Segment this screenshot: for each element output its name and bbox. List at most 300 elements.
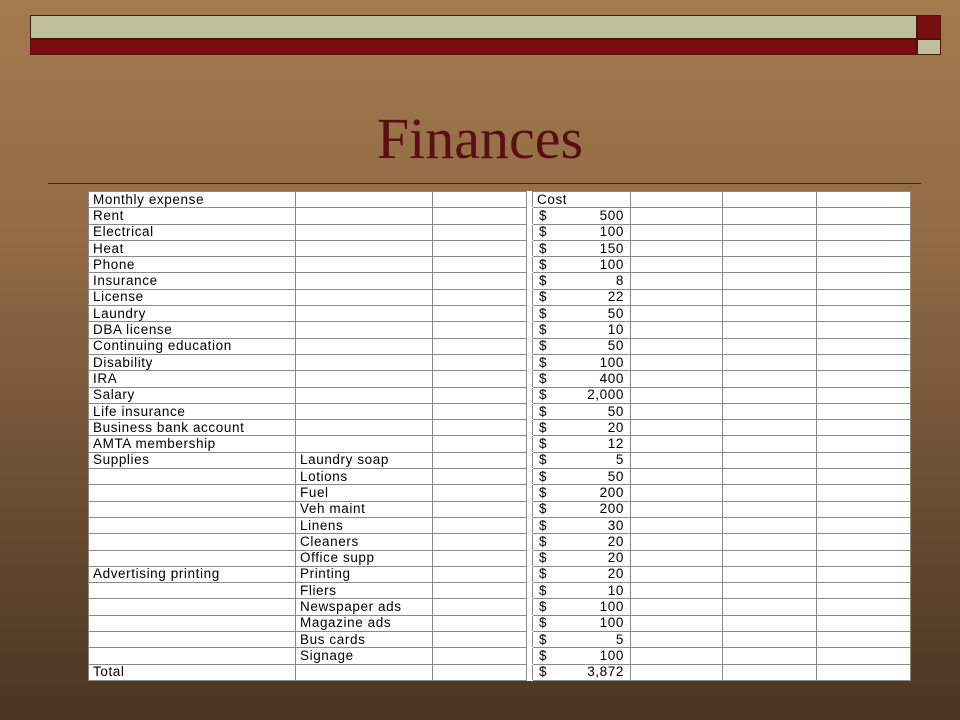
blank-cell xyxy=(433,338,527,354)
blank-cell xyxy=(817,240,911,256)
blank-cell xyxy=(723,648,817,664)
expense-cell: Supplies xyxy=(89,452,296,468)
blank-cell xyxy=(817,338,911,354)
blank-cell xyxy=(631,566,723,582)
expense-cell: License xyxy=(89,289,296,305)
currency-symbol: $ xyxy=(539,582,548,598)
blank-cell xyxy=(817,452,911,468)
table-row xyxy=(89,550,911,566)
blank-cell xyxy=(723,371,817,387)
table-row xyxy=(89,240,911,256)
blank-cell xyxy=(631,240,723,256)
item-cell xyxy=(296,371,433,387)
blank-cell xyxy=(631,273,723,289)
blank-cell xyxy=(817,501,911,517)
blank-cell xyxy=(631,403,723,419)
cost-value: 5 xyxy=(615,631,624,647)
currency-symbol: $ xyxy=(539,566,548,582)
cost-value: 100 xyxy=(599,224,624,240)
blank-cell xyxy=(433,371,527,387)
currency-symbol: $ xyxy=(539,533,548,549)
cost-cell xyxy=(533,664,631,680)
currency-symbol: $ xyxy=(539,387,548,403)
table-row xyxy=(89,648,911,664)
cost-cell xyxy=(533,420,631,436)
item-cell xyxy=(296,403,433,419)
blank-cell xyxy=(433,289,527,305)
expense-cell: IRA xyxy=(89,371,296,387)
item-cell xyxy=(296,306,433,322)
item-cell: Newspaper ads xyxy=(296,599,433,615)
cost-value: 20 xyxy=(607,550,624,566)
currency-symbol: $ xyxy=(539,370,548,386)
blank-cell xyxy=(723,420,817,436)
blank-cell xyxy=(723,566,817,582)
blank-cell xyxy=(723,501,817,517)
cost-cell xyxy=(533,517,631,533)
table-row xyxy=(89,257,911,273)
expense-cell: Laundry xyxy=(89,306,296,322)
expense-cell xyxy=(89,615,296,631)
cost-cell xyxy=(533,485,631,501)
cost-value: 30 xyxy=(607,517,624,533)
blank-cell xyxy=(723,615,817,631)
cost-value: 8 xyxy=(615,273,624,289)
blank-cell xyxy=(817,322,911,338)
expense-cell: AMTA membership xyxy=(89,436,296,452)
cost-cell xyxy=(533,224,631,240)
cost-cell xyxy=(533,289,631,305)
cost-value: 12 xyxy=(607,436,624,452)
table-row xyxy=(89,306,911,322)
blank-cell xyxy=(723,469,817,485)
blank-cell xyxy=(817,648,911,664)
currency-symbol: $ xyxy=(539,468,548,484)
cost-cell xyxy=(533,371,631,387)
table-row xyxy=(89,664,911,680)
header-blank xyxy=(723,192,817,208)
cost-value: 200 xyxy=(599,501,624,517)
table-row xyxy=(89,403,911,419)
blank-cell xyxy=(433,306,527,322)
expense-cell: Rent xyxy=(89,208,296,224)
cost-cell xyxy=(533,501,631,517)
cost-cell xyxy=(533,599,631,615)
currency-symbol: $ xyxy=(539,322,548,338)
cost-value: 500 xyxy=(599,207,624,223)
blank-cell xyxy=(723,322,817,338)
table-row xyxy=(89,517,911,533)
blank-cell xyxy=(723,403,817,419)
expense-cell xyxy=(89,485,296,501)
blank-cell xyxy=(817,224,911,240)
cost-value: 20 xyxy=(607,533,624,549)
blank-cell xyxy=(817,534,911,550)
currency-symbol: $ xyxy=(539,436,548,452)
blank-cell xyxy=(433,224,527,240)
blank-cell xyxy=(631,306,723,322)
cost-cell xyxy=(533,273,631,289)
cost-cell xyxy=(533,452,631,468)
item-cell: Office supp xyxy=(296,550,433,566)
table-row xyxy=(89,534,911,550)
item-cell xyxy=(296,289,433,305)
cost-value: 10 xyxy=(607,582,624,598)
table-row xyxy=(89,371,911,387)
item-cell: Signage xyxy=(296,648,433,664)
blank-cell xyxy=(723,583,817,599)
blank-cell xyxy=(433,469,527,485)
blank-cell xyxy=(433,403,527,419)
expense-cell xyxy=(89,599,296,615)
blank-cell xyxy=(817,485,911,501)
cost-cell xyxy=(533,534,631,550)
blank-cell xyxy=(631,387,723,403)
blank-cell xyxy=(433,273,527,289)
item-cell xyxy=(296,354,433,370)
table-row xyxy=(89,632,911,648)
expense-cell: Life insurance xyxy=(89,403,296,419)
blank-cell xyxy=(817,289,911,305)
blank-cell xyxy=(817,615,911,631)
cost-cell xyxy=(533,615,631,631)
cost-cell xyxy=(533,354,631,370)
blank-cell xyxy=(631,420,723,436)
cost-value: 3,872 xyxy=(587,664,624,680)
cost-value: 200 xyxy=(599,484,624,500)
expense-cell: Electrical xyxy=(89,224,296,240)
expense-cell: Salary xyxy=(89,387,296,403)
cost-value: 22 xyxy=(607,289,624,305)
currency-symbol: $ xyxy=(539,207,548,223)
cost-cell xyxy=(533,387,631,403)
blank-cell xyxy=(433,420,527,436)
blank-cell xyxy=(817,583,911,599)
currency-symbol: $ xyxy=(539,403,548,419)
cost-cell xyxy=(533,338,631,354)
blank-cell xyxy=(817,403,911,419)
cost-cell xyxy=(533,208,631,224)
blank-cell xyxy=(723,306,817,322)
blank-cell xyxy=(631,550,723,566)
currency-symbol: $ xyxy=(539,224,548,240)
cost-value: 10 xyxy=(607,322,624,338)
item-cell xyxy=(296,387,433,403)
header-blank xyxy=(433,192,527,208)
currency-symbol: $ xyxy=(539,338,548,354)
blank-cell xyxy=(433,387,527,403)
blank-cell xyxy=(723,338,817,354)
expense-cell xyxy=(89,534,296,550)
table-row xyxy=(89,469,911,485)
cost-value: 5 xyxy=(615,452,624,468)
blank-cell xyxy=(723,436,817,452)
table-row xyxy=(89,420,911,436)
item-cell: Veh maint xyxy=(296,501,433,517)
item-cell xyxy=(296,273,433,289)
blank-cell xyxy=(433,648,527,664)
blank-cell xyxy=(817,599,911,615)
cost-value: 50 xyxy=(607,338,624,354)
blank-cell xyxy=(631,469,723,485)
expense-cell: Phone xyxy=(89,257,296,273)
blank-cell xyxy=(433,534,527,550)
cost-value: 20 xyxy=(607,566,624,582)
blank-cell xyxy=(433,583,527,599)
blank-cell xyxy=(817,664,911,680)
currency-symbol: $ xyxy=(539,550,548,566)
expense-cell xyxy=(89,469,296,485)
decorative-bar-bottom xyxy=(30,39,917,55)
blank-cell xyxy=(723,452,817,468)
item-cell: Linens xyxy=(296,517,433,533)
blank-cell xyxy=(723,632,817,648)
cost-value: 400 xyxy=(599,370,624,386)
blank-cell xyxy=(817,387,911,403)
currency-symbol: $ xyxy=(539,484,548,500)
currency-symbol: $ xyxy=(539,647,548,663)
table-row xyxy=(89,322,911,338)
table-row xyxy=(89,566,911,582)
blank-cell xyxy=(433,664,527,680)
blank-cell xyxy=(631,632,723,648)
blank-cell xyxy=(817,550,911,566)
expense-table xyxy=(88,191,911,681)
blank-cell xyxy=(817,306,911,322)
cost-cell xyxy=(533,550,631,566)
blank-cell xyxy=(631,436,723,452)
blank-cell xyxy=(817,566,911,582)
cost-cell xyxy=(533,257,631,273)
expense-cell: Heat xyxy=(89,240,296,256)
title-divider xyxy=(48,183,921,184)
blank-cell xyxy=(631,452,723,468)
blank-cell xyxy=(723,534,817,550)
item-cell: Bus cards xyxy=(296,632,433,648)
blank-cell xyxy=(723,257,817,273)
cost-cell xyxy=(533,566,631,582)
blank-cell xyxy=(631,615,723,631)
table-row xyxy=(89,452,911,468)
blank-cell xyxy=(723,224,817,240)
expense-cell: Business bank account xyxy=(89,420,296,436)
expense-cell xyxy=(89,583,296,599)
table-row xyxy=(89,583,911,599)
cost-value: 20 xyxy=(607,419,624,435)
blank-cell xyxy=(631,289,723,305)
table-row xyxy=(89,273,911,289)
blank-cell xyxy=(631,257,723,273)
blank-cell xyxy=(631,664,723,680)
item-cell xyxy=(296,322,433,338)
cost-value: 100 xyxy=(599,599,624,615)
item-cell: Fliers xyxy=(296,583,433,599)
currency-symbol: $ xyxy=(539,517,548,533)
currency-symbol: $ xyxy=(539,305,548,321)
blank-cell xyxy=(433,436,527,452)
header-blank xyxy=(631,192,723,208)
table-row xyxy=(89,501,911,517)
table-row xyxy=(89,599,911,615)
table-row xyxy=(89,387,911,403)
blank-cell xyxy=(631,599,723,615)
blank-cell xyxy=(631,583,723,599)
cost-value: 100 xyxy=(599,615,624,631)
item-cell: Cleaners xyxy=(296,534,433,550)
header-cost: Cost xyxy=(533,192,631,208)
table-header-row xyxy=(89,192,911,208)
blank-cell xyxy=(723,664,817,680)
cost-value: 2,000 xyxy=(587,387,624,403)
blank-cell xyxy=(433,599,527,615)
blank-cell xyxy=(723,387,817,403)
currency-symbol: $ xyxy=(539,273,548,289)
blank-cell xyxy=(631,485,723,501)
blank-cell xyxy=(433,485,527,501)
table-row xyxy=(89,615,911,631)
blank-cell xyxy=(723,599,817,615)
blank-cell xyxy=(433,615,527,631)
blank-cell xyxy=(631,224,723,240)
blank-cell xyxy=(817,469,911,485)
blank-cell xyxy=(433,517,527,533)
expense-cell: DBA license xyxy=(89,322,296,338)
expense-cell: Disability xyxy=(89,354,296,370)
blank-cell xyxy=(723,273,817,289)
cost-value: 150 xyxy=(599,240,624,256)
blank-cell xyxy=(723,485,817,501)
currency-symbol: $ xyxy=(539,354,548,370)
blank-cell xyxy=(631,322,723,338)
blank-cell xyxy=(817,273,911,289)
blank-cell xyxy=(631,648,723,664)
currency-symbol: $ xyxy=(539,256,548,272)
slide-title: Finances xyxy=(376,106,584,171)
blank-cell xyxy=(723,517,817,533)
blank-cell xyxy=(631,534,723,550)
table-body xyxy=(89,208,911,681)
table-row xyxy=(89,354,911,370)
cost-value: 50 xyxy=(607,403,624,419)
cost-value: 100 xyxy=(599,256,624,272)
currency-symbol: $ xyxy=(539,240,548,256)
blank-cell xyxy=(433,257,527,273)
table-row xyxy=(89,224,911,240)
cost-value: 50 xyxy=(607,305,624,321)
table-row xyxy=(89,338,911,354)
cost-cell xyxy=(533,648,631,664)
header-expense: Monthly expense xyxy=(89,192,296,208)
blank-cell xyxy=(723,240,817,256)
cost-cell xyxy=(533,240,631,256)
blank-cell xyxy=(631,354,723,370)
expense-cell xyxy=(89,517,296,533)
item-cell: Lotions xyxy=(296,469,433,485)
currency-symbol: $ xyxy=(539,631,548,647)
blank-cell xyxy=(433,566,527,582)
decorative-header-bar xyxy=(30,15,941,55)
blank-cell xyxy=(723,550,817,566)
expense-cell xyxy=(89,501,296,517)
expense-cell xyxy=(89,648,296,664)
item-cell: Magazine ads xyxy=(296,615,433,631)
cost-value: 50 xyxy=(607,468,624,484)
table-row xyxy=(89,485,911,501)
blank-cell xyxy=(817,257,911,273)
blank-cell xyxy=(723,208,817,224)
blank-cell xyxy=(631,501,723,517)
currency-symbol: $ xyxy=(539,599,548,615)
blank-cell xyxy=(817,632,911,648)
blank-cell xyxy=(433,208,527,224)
item-cell xyxy=(296,257,433,273)
expense-cell xyxy=(89,632,296,648)
item-cell: Fuel xyxy=(296,485,433,501)
item-cell xyxy=(296,664,433,680)
blank-cell xyxy=(433,322,527,338)
blank-cell xyxy=(631,517,723,533)
table-row xyxy=(89,208,911,224)
item-cell xyxy=(296,240,433,256)
blank-cell xyxy=(817,371,911,387)
blank-cell xyxy=(817,436,911,452)
cost-cell xyxy=(533,322,631,338)
expense-cell: Advertising printing xyxy=(89,566,296,582)
blank-cell xyxy=(631,371,723,387)
expense-cell: Insurance xyxy=(89,273,296,289)
expense-cell xyxy=(89,550,296,566)
expense-cell: Continuing education xyxy=(89,338,296,354)
blank-cell xyxy=(817,354,911,370)
table-row xyxy=(89,436,911,452)
blank-cell xyxy=(817,517,911,533)
cost-cell xyxy=(533,436,631,452)
cost-cell xyxy=(533,632,631,648)
item-cell: Laundry soap xyxy=(296,452,433,468)
blank-cell xyxy=(817,208,911,224)
blank-cell xyxy=(433,501,527,517)
cost-cell xyxy=(533,306,631,322)
blank-cell xyxy=(723,289,817,305)
blank-cell xyxy=(433,632,527,648)
blank-cell xyxy=(631,208,723,224)
item-cell xyxy=(296,338,433,354)
blank-cell xyxy=(433,452,527,468)
header-blank xyxy=(817,192,911,208)
blank-cell xyxy=(433,550,527,566)
decorative-bar-top xyxy=(30,15,917,39)
header-blank xyxy=(296,192,433,208)
cost-value: 100 xyxy=(599,647,624,663)
item-cell xyxy=(296,208,433,224)
decorative-square-red xyxy=(917,15,941,39)
currency-symbol: $ xyxy=(539,289,548,305)
cost-value: 100 xyxy=(599,354,624,370)
currency-symbol: $ xyxy=(539,664,548,680)
item-cell xyxy=(296,436,433,452)
blank-cell xyxy=(817,420,911,436)
currency-symbol: $ xyxy=(539,452,548,468)
expense-cell: Total xyxy=(89,664,296,680)
cost-cell xyxy=(533,469,631,485)
cost-cell xyxy=(533,583,631,599)
table-row xyxy=(89,289,911,305)
blank-cell xyxy=(723,354,817,370)
cost-cell xyxy=(533,403,631,419)
blank-cell xyxy=(433,354,527,370)
item-cell: Printing xyxy=(296,566,433,582)
blank-cell xyxy=(631,338,723,354)
